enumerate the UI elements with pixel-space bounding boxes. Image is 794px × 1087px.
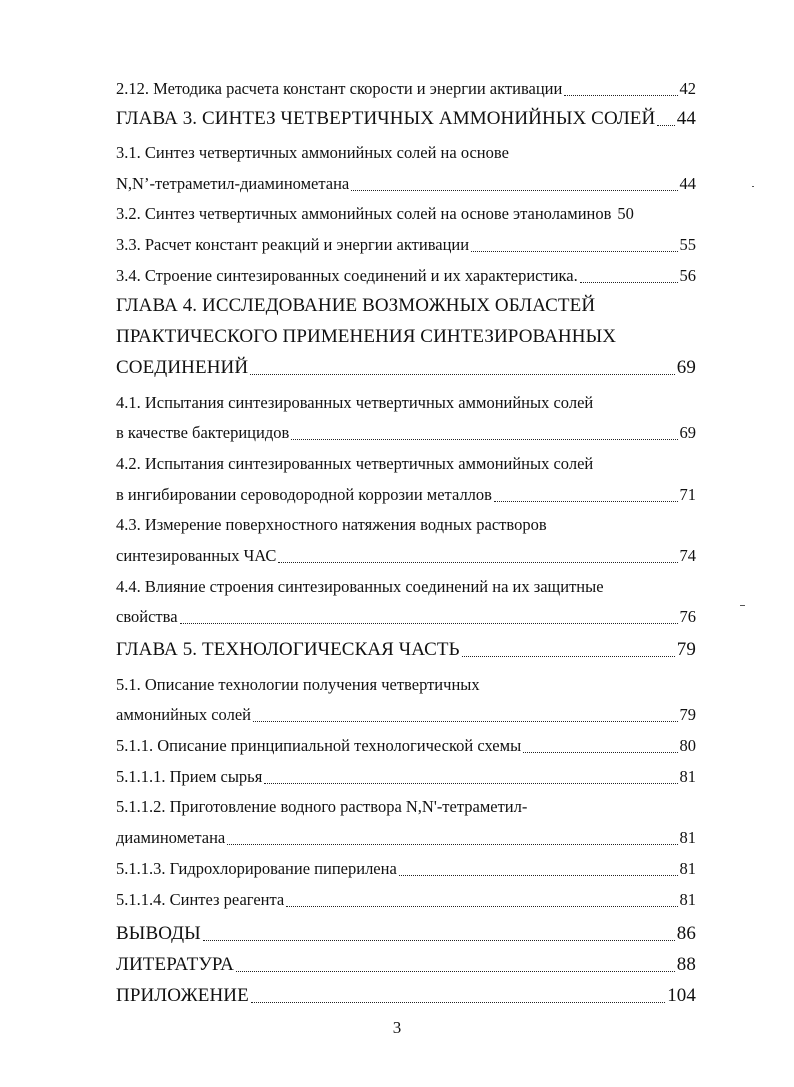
toc-entry-page: 80 [679, 736, 696, 755]
toc-entry-page: 56 [679, 266, 696, 285]
toc-entry-text: 3.2. Синтез четвертичных аммонийных солей на основе этаноламинов [116, 204, 612, 223]
toc-chapter [116, 325, 696, 349]
toc-entry [116, 765, 696, 789]
toc-chapter-page: 69 [676, 357, 696, 378]
toc-entry-page: 69 [679, 423, 696, 442]
toc-entry [116, 575, 696, 599]
toc-entry [116, 703, 696, 727]
toc-chapter-text: ПРАКТИЧЕСКОГО ПРИМЕНЕНИЯ СИНТЕЗИРОВАННЫХ [116, 326, 617, 347]
toc-entry-text: 3.1. Синтез четвертичных аммонийных солей на основе [116, 143, 509, 162]
dot-leader [399, 875, 678, 876]
toc-chapter-text: ЛИТЕРАТУРА [116, 954, 234, 975]
toc-entry [116, 673, 696, 697]
toc-entry-page: 50 [617, 204, 634, 223]
toc-entry-text: 3.4. Строение синтезированных соединений и их характеристика. [116, 266, 578, 285]
toc-entry-text: 5.1.1.1. Прием сырья [116, 767, 263, 786]
toc-chapter-page: 104 [667, 985, 696, 1006]
dot-leader [286, 906, 677, 907]
toc-entry [116, 172, 696, 196]
toc-entry [116, 544, 696, 568]
toc-entry-page: 74 [679, 546, 696, 565]
toc-entry-text: 4.4. Влияние строения синтезированных соединений на их защитные [116, 577, 604, 596]
toc-entry-text: 5.1.1.3. Гидрохлорирование пиперилена [116, 859, 397, 878]
toc-entry [116, 605, 696, 629]
toc-chapter [116, 953, 696, 977]
toc-entry [116, 452, 696, 476]
dot-leader [351, 190, 677, 191]
toc-entry-text: 5.1. Описание технологии получения четвертичных [116, 675, 480, 694]
dot-leader [180, 623, 678, 624]
dot-leader [253, 721, 678, 722]
toc-entry-text: 4.3. Измерение поверхностного натяжения водных растворов [116, 515, 547, 534]
toc-entry [116, 421, 696, 445]
dot-leader [564, 95, 677, 96]
toc-entry-text: N,N’-тетраметил-диаминометана [116, 174, 350, 193]
toc-chapter-text: СОЕДИНЕНИЙ [116, 357, 249, 378]
toc-entry-text: аммонийных солей [116, 705, 251, 724]
toc-chapter-page: 86 [676, 923, 696, 944]
toc-entry [116, 734, 696, 758]
toc-entry-text: 5.1.1. Описание принципиальной технологической схемы [116, 736, 522, 755]
page-number: 3 [392, 1018, 402, 1037]
toc-entry [116, 233, 696, 257]
toc-entry-page: 81 [679, 828, 696, 847]
scan-speck [752, 186, 754, 187]
toc-entry-page: 44 [679, 174, 696, 193]
toc-chapter [116, 356, 696, 380]
dot-leader [471, 251, 677, 252]
toc-chapter-page: 88 [676, 954, 696, 975]
toc-entry [116, 141, 696, 165]
toc-entry-text: 5.1.1.4. Синтез реагента [116, 890, 285, 909]
dot-leader [580, 282, 678, 283]
dot-leader [494, 501, 678, 502]
toc-entry-page: 79 [679, 705, 696, 724]
toc-chapter-page: 44 [676, 108, 696, 129]
dot-leader [203, 940, 675, 941]
toc-chapter-text: ГЛАВА 3. СИНТЕЗ ЧЕТВЕРТИЧНЫХ АММОНИЙНЫХ СОЛЕЙ [116, 108, 656, 129]
toc-entry [116, 857, 696, 881]
toc-chapter [116, 107, 696, 131]
toc-chapter [116, 294, 696, 318]
toc-entry [116, 77, 696, 101]
dot-leader [227, 844, 677, 845]
toc-entry [116, 483, 696, 507]
dot-leader [251, 1002, 665, 1003]
dot-leader [291, 439, 677, 440]
toc-entry-page: 71 [679, 485, 696, 504]
toc-entry-page: 81 [679, 767, 696, 786]
dot-leader [462, 656, 675, 657]
toc-entry-text: свойства [116, 607, 178, 626]
toc-entry-page: 81 [679, 859, 696, 878]
toc-entry-text: в качестве бактерицидов [116, 423, 290, 442]
dot-leader [250, 374, 675, 375]
dot-leader [278, 562, 677, 563]
dot-leader [236, 971, 675, 972]
toc-entry [116, 513, 696, 537]
dot-leader [264, 783, 677, 784]
toc-entry-page: 76 [679, 607, 696, 626]
toc-entry-text: синтезированных ЧАС [116, 546, 277, 565]
toc-entry [116, 888, 696, 912]
toc-entry-text: диаминометана [116, 828, 226, 847]
toc-entry-page: 42 [679, 79, 696, 98]
dot-leader [523, 752, 677, 753]
toc-entry-text: 3.3. Расчет констант реакций и энергии активации [116, 235, 470, 254]
dot-leader [657, 125, 674, 126]
toc-entry-text: 4.2. Испытания синтезированных четвертичных аммонийных солей [116, 454, 594, 473]
toc-chapter-text: ГЛАВА 4. ИССЛЕДОВАНИЕ ВОЗМОЖНЫХ ОБЛАСТЕЙ [116, 295, 596, 316]
toc-chapter-page: 79 [676, 639, 696, 660]
toc-entry-text: в ингибировании сероводородной коррозии металлов [116, 485, 492, 504]
toc-chapter-text: ПРИЛОЖЕНИЕ [116, 985, 249, 1006]
toc-chapter [116, 638, 696, 662]
toc-entry-page: 81 [679, 890, 696, 909]
toc-entry [116, 795, 696, 819]
toc-chapter-text: ВЫВОДЫ [116, 923, 201, 944]
toc-entry [116, 264, 696, 288]
toc-entry [116, 202, 696, 226]
toc-chapter [116, 984, 696, 1008]
toc-chapter-text: ГЛАВА 5. ТЕХНОЛОГИЧЕСКАЯ ЧАСТЬ [116, 639, 460, 660]
toc-entry-text: 2.12. Методика расчета констант скорости и энергии активации [116, 79, 563, 98]
toc-chapter [116, 922, 696, 946]
toc-entry [116, 826, 696, 850]
toc-entry-page: 55 [679, 235, 696, 254]
toc-entry-text: 4.1. Испытания синтезированных четвертичных аммонийных солей [116, 393, 594, 412]
toc-entry [116, 391, 696, 415]
toc-entry-text: 5.1.1.2. Приготовление водного раствора N,N'-тетраметил- [116, 797, 528, 816]
scan-speck [740, 605, 745, 606]
